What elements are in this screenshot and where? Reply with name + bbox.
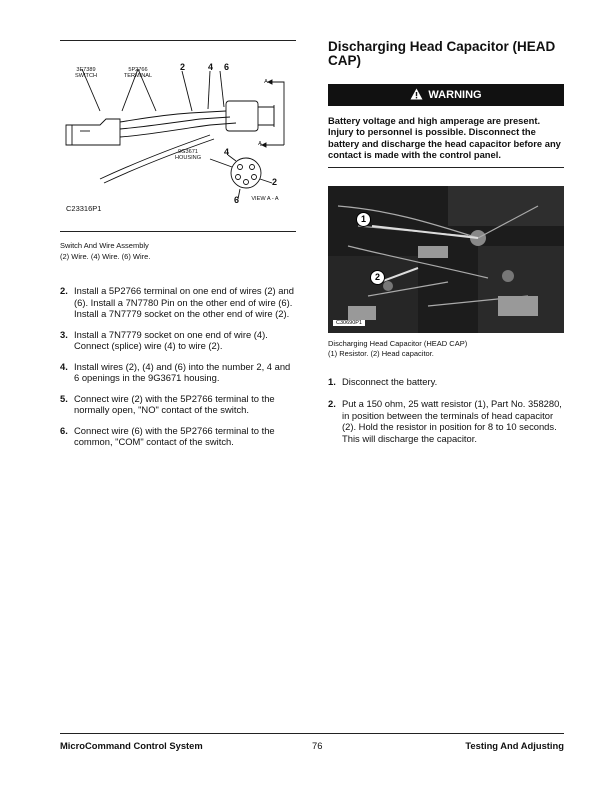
right-steps-list (328, 376, 564, 445)
photo-caption-title: Discharging Head Capacitor (HEAD CAP) (328, 338, 468, 348)
diagram-code: C23316P1 (66, 204, 102, 213)
warning-text: Battery voltage and high amperage are present. Injury to personnel is possible. Disconnect the battery and discharge the head capacitor before any contact is made with the control panel. (328, 115, 561, 161)
switch-wire-diagram (60, 49, 296, 221)
left-steps-list (60, 285, 296, 448)
resistor-callout: 1 (356, 212, 371, 227)
capacitor-callout: 2 (370, 270, 385, 285)
figure-caption-sub: (2) Wire. (4) Wire. (6) Wire. (60, 252, 151, 261)
step-number: 4. (60, 360, 68, 372)
wire-4-number: 4 (208, 62, 214, 72)
step-text: Install a 7N7779 socket on one end of wire (4). Connect (splice) wire (4) to wire (2). (74, 328, 268, 351)
step-text: Install wires (2), (4) and (6) into the number 2, 4 and 6 openings in the 9G3671 housing. (74, 360, 291, 383)
step-number: 2. (328, 398, 336, 410)
warning-banner (328, 84, 564, 106)
view-label: VIEW A - A (251, 196, 279, 202)
step-text: Connect wire (2) with the 5P2766 terminal to the normally open, "NO" contact of the switch. (74, 392, 275, 415)
footer-section-title: Testing And Adjusting (465, 740, 564, 751)
list-item (60, 393, 296, 416)
right-column (328, 40, 564, 444)
step-number: 5. (60, 392, 68, 404)
list-item (60, 285, 296, 320)
left-column (60, 40, 296, 448)
list-item (328, 376, 564, 388)
list-item (60, 361, 296, 384)
step-number: 3. (60, 328, 68, 340)
warning-rule (328, 167, 564, 168)
capacitor-photo (328, 186, 564, 333)
step-text: Connect wire (6) with the 5P2766 terminal to the common, "COM" contact of the switch. (74, 424, 275, 447)
section-heading: Discharging Head Capacitor (HEAD CAP) (328, 39, 556, 68)
page-number: 76 (312, 740, 323, 751)
wire-4-side-number: 4 (224, 147, 230, 157)
section-a-mid: A (258, 141, 262, 147)
housing-part-label: 9G3671 HOUSING (174, 149, 202, 161)
caption-rule (60, 231, 296, 232)
warning-label: WARNING (428, 89, 482, 101)
step-number: 6. (60, 424, 68, 436)
section-a-top: A (264, 79, 268, 85)
step-text: Put a 150 ohm, 25 watt resistor (1), Part No. 358280, in position between the terminals of head capacitor (2). Hold the resistor in position for 8 to 10 seconds. This will discharge the capacitor. (342, 398, 562, 444)
wire-6-number: 6 (224, 62, 230, 72)
step-text: Install a 5P2766 terminal on one end of wires (2) and (6). Install a 7N7780 Pin on the other end of wire (6). Install a 7N7779 socket on the other end of wire (2). (74, 285, 294, 319)
switch-part-label: 3E7389 SWITCH (74, 67, 98, 79)
terminal-part-label: 5P2766 TERMINAL (123, 67, 153, 79)
photo-caption-sub: (1) Resistor. (2) Head capacitor. (328, 348, 434, 358)
wire-2-side-number: 2 (272, 177, 278, 187)
step-number: 2. (60, 285, 68, 296)
wire-2-number: 2 (180, 62, 186, 72)
footer-manual-title: MicroCommand Control System (60, 740, 203, 751)
footer-rule (60, 733, 564, 734)
photo-drawing (328, 186, 564, 333)
list-item (60, 425, 296, 448)
figure-caption-title: Switch And Wire Assembly (60, 241, 149, 250)
list-item (328, 398, 564, 444)
step-number: 1. (328, 375, 336, 387)
list-item (60, 329, 296, 352)
step-text: Disconnect the battery. (342, 375, 438, 387)
warning-triangle-icon (410, 88, 423, 103)
wire-6-bottom-number: 6 (234, 195, 240, 205)
photo-code: C30690P1 (333, 320, 365, 326)
top-rule (60, 40, 296, 41)
